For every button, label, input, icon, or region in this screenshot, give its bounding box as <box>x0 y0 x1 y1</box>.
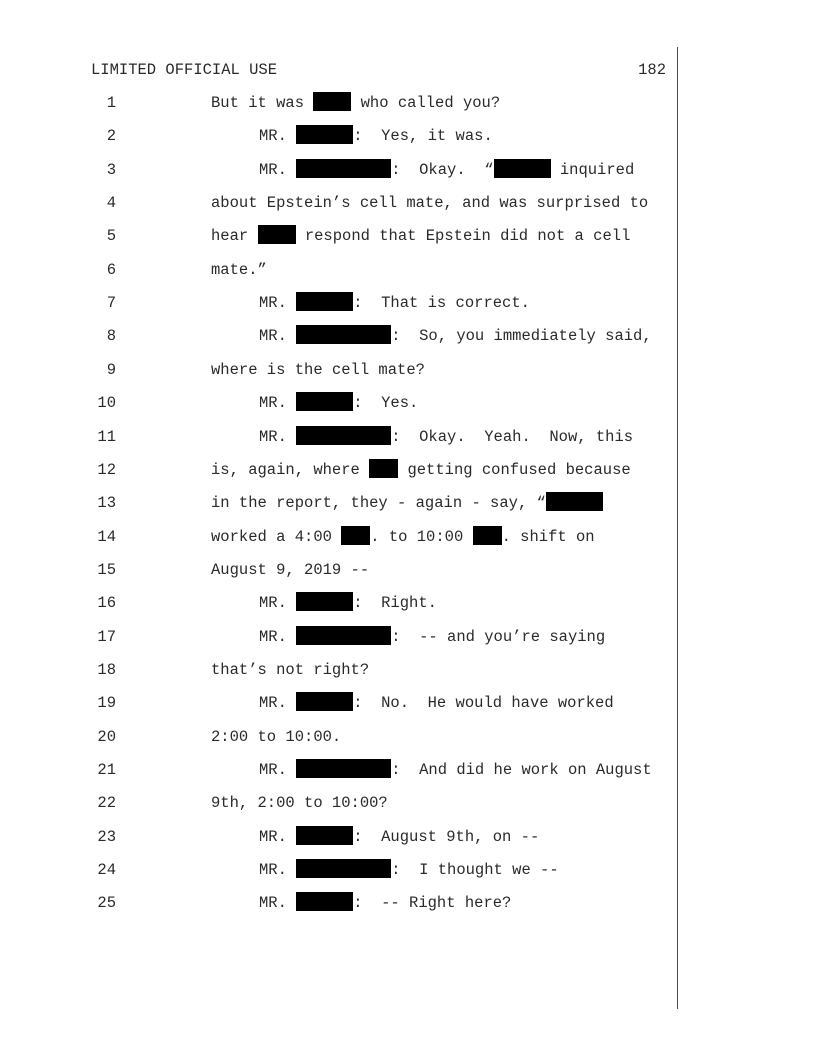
line-number: 23 <box>97 827 116 846</box>
line-text <box>259 159 634 181</box>
line-number: 14 <box>97 527 116 546</box>
line-text <box>259 292 530 314</box>
line-number: 11 <box>97 427 116 446</box>
text-segment: : So, you immediately said, <box>391 327 652 346</box>
redaction-box <box>341 526 370 545</box>
transcript-line <box>0 592 680 614</box>
line-text <box>211 259 267 281</box>
line-text <box>211 459 631 481</box>
transcript-line <box>0 692 680 714</box>
line-text <box>211 726 341 748</box>
transcript-line <box>0 792 680 814</box>
text-segment: : -- and you’re saying <box>391 627 606 646</box>
text-segment: mate.” <box>211 260 267 279</box>
redaction-box <box>296 826 353 845</box>
line-number: 1 <box>106 94 116 112</box>
line-number: 8 <box>106 327 116 346</box>
line-text <box>259 392 418 414</box>
line-text <box>211 792 388 814</box>
redaction-box <box>296 859 391 878</box>
line-number: 10 <box>97 394 116 413</box>
line-text <box>259 325 652 347</box>
line-number: 4 <box>106 194 116 213</box>
text-segment: August 9, 2019 -- <box>211 560 370 579</box>
line-text <box>259 892 511 914</box>
line-text <box>211 192 648 214</box>
line-number: 17 <box>97 627 116 646</box>
text-segment: that’s not right? <box>211 660 370 679</box>
text-segment: : Okay. “ <box>391 160 494 179</box>
text-segment: MR. <box>259 294 297 313</box>
text-segment: who called you? <box>351 94 501 112</box>
text-segment: MR. <box>259 627 297 646</box>
line-text <box>259 592 437 614</box>
line-number: 6 <box>106 260 116 279</box>
text-segment: MR. <box>259 394 297 413</box>
text-segment: : No. He would have worked <box>353 694 614 713</box>
redaction-box <box>369 459 398 478</box>
redaction-box <box>258 225 296 244</box>
text-segment: MR. <box>259 327 297 346</box>
transcript-line <box>0 892 680 914</box>
line-text <box>259 826 539 848</box>
transcript-line <box>0 125 680 147</box>
line-number: 20 <box>97 727 116 746</box>
text-segment: : Right. <box>353 594 437 613</box>
transcript-line <box>0 292 680 314</box>
line-number: 5 <box>106 227 116 246</box>
text-segment: where is the cell mate? <box>211 360 425 379</box>
text-segment: : I thought we -- <box>391 861 559 880</box>
text-segment: MR. <box>259 894 297 913</box>
redaction-box <box>296 592 353 611</box>
redaction-box <box>494 159 551 178</box>
text-segment: . to 10:00 <box>370 527 473 546</box>
text-segment: . shift on <box>501 527 595 546</box>
line-number: 22 <box>97 794 116 813</box>
line-number: 19 <box>97 694 116 713</box>
redaction-box <box>296 325 391 344</box>
line-number: 3 <box>106 160 116 179</box>
transcript-line <box>0 626 680 648</box>
line-number: 7 <box>106 294 116 313</box>
transcript-line <box>0 359 680 381</box>
redaction-box <box>296 159 391 178</box>
transcript-line <box>0 726 680 748</box>
line-text <box>259 426 633 448</box>
line-number: 15 <box>97 560 116 579</box>
line-text <box>211 559 369 581</box>
line-number: 2 <box>106 127 116 146</box>
classification-header: LIMITED OFFICIAL USE <box>91 61 278 79</box>
text-segment: inquired <box>550 160 635 179</box>
text-segment: MR. <box>259 160 297 179</box>
text-segment: : Okay. Yeah. Now, this <box>391 427 634 446</box>
line-text <box>259 859 559 881</box>
line-number: 13 <box>97 494 116 513</box>
line-number: 9 <box>106 360 116 379</box>
text-segment: MR. <box>259 827 297 846</box>
transcript-line <box>0 559 680 581</box>
redaction-box <box>296 125 353 144</box>
transcript-line <box>0 159 680 181</box>
text-segment: hear <box>211 227 258 246</box>
transcript-line <box>0 392 680 414</box>
transcript-line <box>0 826 680 848</box>
line-text <box>211 526 595 548</box>
text-segment: : Yes. <box>353 394 419 413</box>
text-segment: MR. <box>259 761 297 779</box>
line-text <box>259 692 614 714</box>
line-text <box>259 125 493 147</box>
line-text <box>211 492 603 514</box>
text-segment: worked a 4:00 <box>211 527 342 546</box>
transcript-line <box>0 426 680 448</box>
text-segment: MR. <box>259 127 297 146</box>
page-number: 182 <box>638 61 666 79</box>
text-segment: MR. <box>259 427 297 446</box>
redaction-box <box>296 692 353 711</box>
line-number: 12 <box>97 460 116 479</box>
line-number: 21 <box>97 761 116 779</box>
line-text <box>211 659 369 681</box>
text-segment: respond that Epstein did not a cell <box>295 227 631 246</box>
transcript-line <box>0 759 680 781</box>
text-segment: : That is correct. <box>353 294 530 313</box>
redaction-box <box>546 492 603 511</box>
transcript-line <box>0 325 680 347</box>
line-text <box>211 92 500 114</box>
line-number: 18 <box>97 660 116 679</box>
text-segment: 2:00 to 10:00. <box>211 727 342 746</box>
transcript-line <box>0 526 680 548</box>
transcript-line <box>0 259 680 281</box>
transcript-line <box>0 492 680 514</box>
text-segment: : And did he work on August <box>391 761 652 779</box>
redaction-box <box>473 526 502 545</box>
text-segment: : August 9th, on -- <box>353 827 540 846</box>
transcript-line <box>0 459 680 481</box>
text-segment: MR. <box>259 594 297 613</box>
redaction-box <box>296 426 391 445</box>
line-text <box>211 359 425 381</box>
redaction-box <box>313 92 351 111</box>
line-text <box>211 225 630 247</box>
line-number: 24 <box>97 861 116 880</box>
transcript-line <box>0 659 680 681</box>
text-segment: MR. <box>259 861 297 880</box>
redaction-box <box>296 759 391 778</box>
text-segment: : -- Right here? <box>353 894 512 913</box>
redaction-box <box>296 892 353 911</box>
text-segment: 9th, 2:00 to 10:00? <box>211 794 388 813</box>
redaction-box <box>296 292 353 311</box>
text-segment: : Yes, it was. <box>353 127 493 146</box>
redaction-box <box>296 626 391 645</box>
text-segment: about Epstein’s cell mate, and was surprised to <box>211 194 649 213</box>
line-text <box>259 626 605 648</box>
text-segment: in the report, they - again - say, “ <box>211 494 546 513</box>
line-number: 16 <box>97 594 116 613</box>
text-segment: getting confused because <box>398 460 631 479</box>
transcript-line <box>0 192 680 214</box>
transcript-line <box>0 225 680 247</box>
line-number: 25 <box>97 894 116 913</box>
transcript-line <box>0 859 680 881</box>
redaction-box <box>296 392 353 411</box>
transcript-line <box>0 92 680 114</box>
text-segment: is, again, where <box>211 460 370 479</box>
text-segment: MR. <box>259 694 297 713</box>
text-segment: But it was <box>211 94 314 112</box>
line-text <box>259 759 652 781</box>
